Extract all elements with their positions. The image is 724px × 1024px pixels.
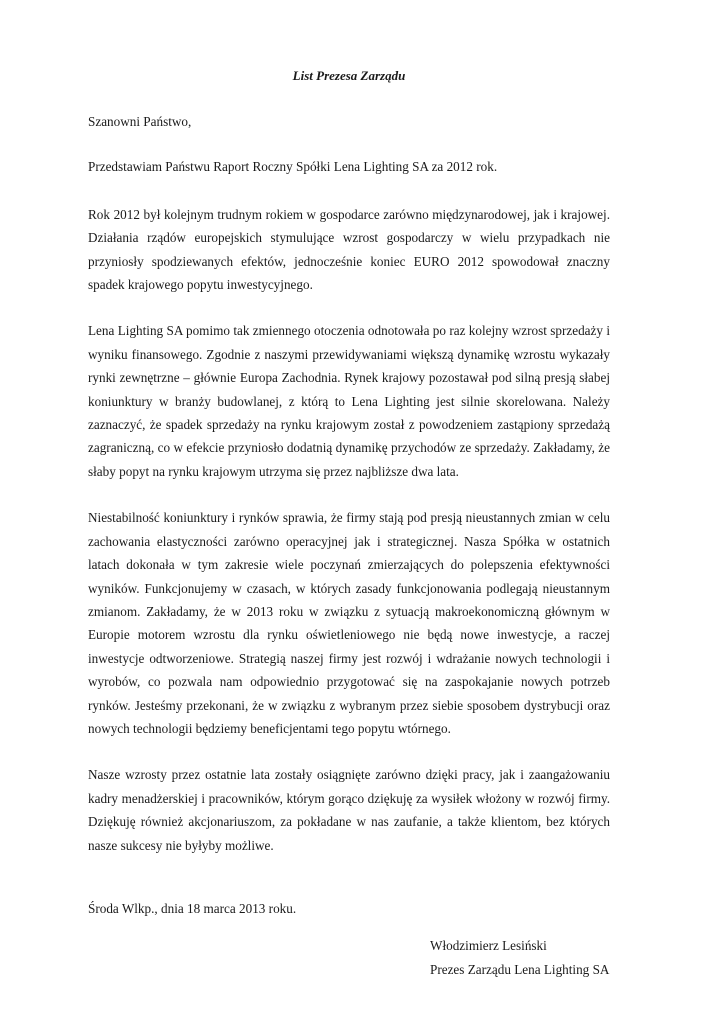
place-date: Środa Wlkp., dnia 18 marca 2013 roku. xyxy=(88,900,297,916)
paragraph-economy: Rok 2012 był kolejnym trudnym rokiem w gospodarce zarówno międzynarodowej, jak i krajowej. Działania rządów europejskich stymulujące wzrost gospodarczy w wielu przypadkach nie przyniosły spodziewanych efektów, jednocześnie koniec EURO 2012 spowodował znaczny spadek krajowego popytu inwestycyjnego. xyxy=(88,206,610,293)
signatory-position: Prezes Zarządu Lena Lighting SA xyxy=(430,962,610,978)
intro-paragraph: Przedstawiam Państwu Raport Roczny Spółki Lena Lighting SA za 2012 rok. xyxy=(88,159,498,175)
signatory-name: Włodzimierz Lesiński xyxy=(430,938,547,954)
letter-title: List Prezesa Zarządu xyxy=(292,68,406,83)
paragraph-thanks: Nasze wzrosty przez ostatnie lata zostały osiągnięte zarówno dzięki pracy, jak i zaangażowaniu kadry menadżerskiej i pracowników, którym gorąco dziękuję za wysiłek włożony w rozwój firmy. Dziękuję również akcjonariuszom, za pokładane w nas zaufanie, a także klientom, bez których nasze sukcesy nie byłyby możliwe. xyxy=(88,767,610,853)
paragraph-sales: Lena Lighting SA pomimo tak zmiennego otoczenia odnotowała po raz kolejny wzrost sprzedaży i wyniku finansowego. Zgodnie z naszymi przewidywaniami większą dynamikę wzrostu wykazały rynki zewnętrzne – głównie Europa Zachodnia. Rynek krajowy pozostawał pod silną presją słabej koniunktury w branży budowlanej, z którą to Lena Lighting jest silnie skorelowana. Należy zaznaczyć, że spadek sprzedaży na rynku krajowym został z powodzeniem zastąpiony sprzedażą zagraniczną, co w efekcie przyniosło dodatnią dynamikę przychodów ze sprzedaży. Zakładamy, że słaby popyt na rynku krajowym utrzyma się przez najbliższe dwa lata. xyxy=(88,323,610,479)
paragraph-strategy: Niestabilność koniunktury i rynków sprawia, że firmy stają pod presją nieustannych zmian w celu zachowania elastyczności zarówno operacyjnej jak i strategicznej. Nasza Spółka w ostatnich latach dokonała w tym zakresie wiele poczynań zmierzających do polepszenia efektywności wyników. Funkcjonujemy w czasach, w których zasady funkcjonowania podlegają nieustannym zmianom. Zakładamy, że w 2013 roku w związku z sytuacją makroekonomiczną głównym w Europie motorem wzrostu dla rynku oświetleniowego nie będą nowe inwestycje, a raczej inwestycje odtworzeniowe. Strategią naszej firmy jest rozwój i wdrażanie nowych technologii i wyrobów, co pozwala nam odpowiednio przygotować się na zaspokajanie nowych potrzeb rynków. Jesteśmy przekonani, że w związku z wybranym przez siebie sposobem dystrybucji oraz nowych technologii będziemy beneficjentami tego popytu wtórnego. xyxy=(88,510,610,736)
salutation: Szanowni Państwo, xyxy=(88,114,192,129)
signature-block xyxy=(430,934,610,982)
